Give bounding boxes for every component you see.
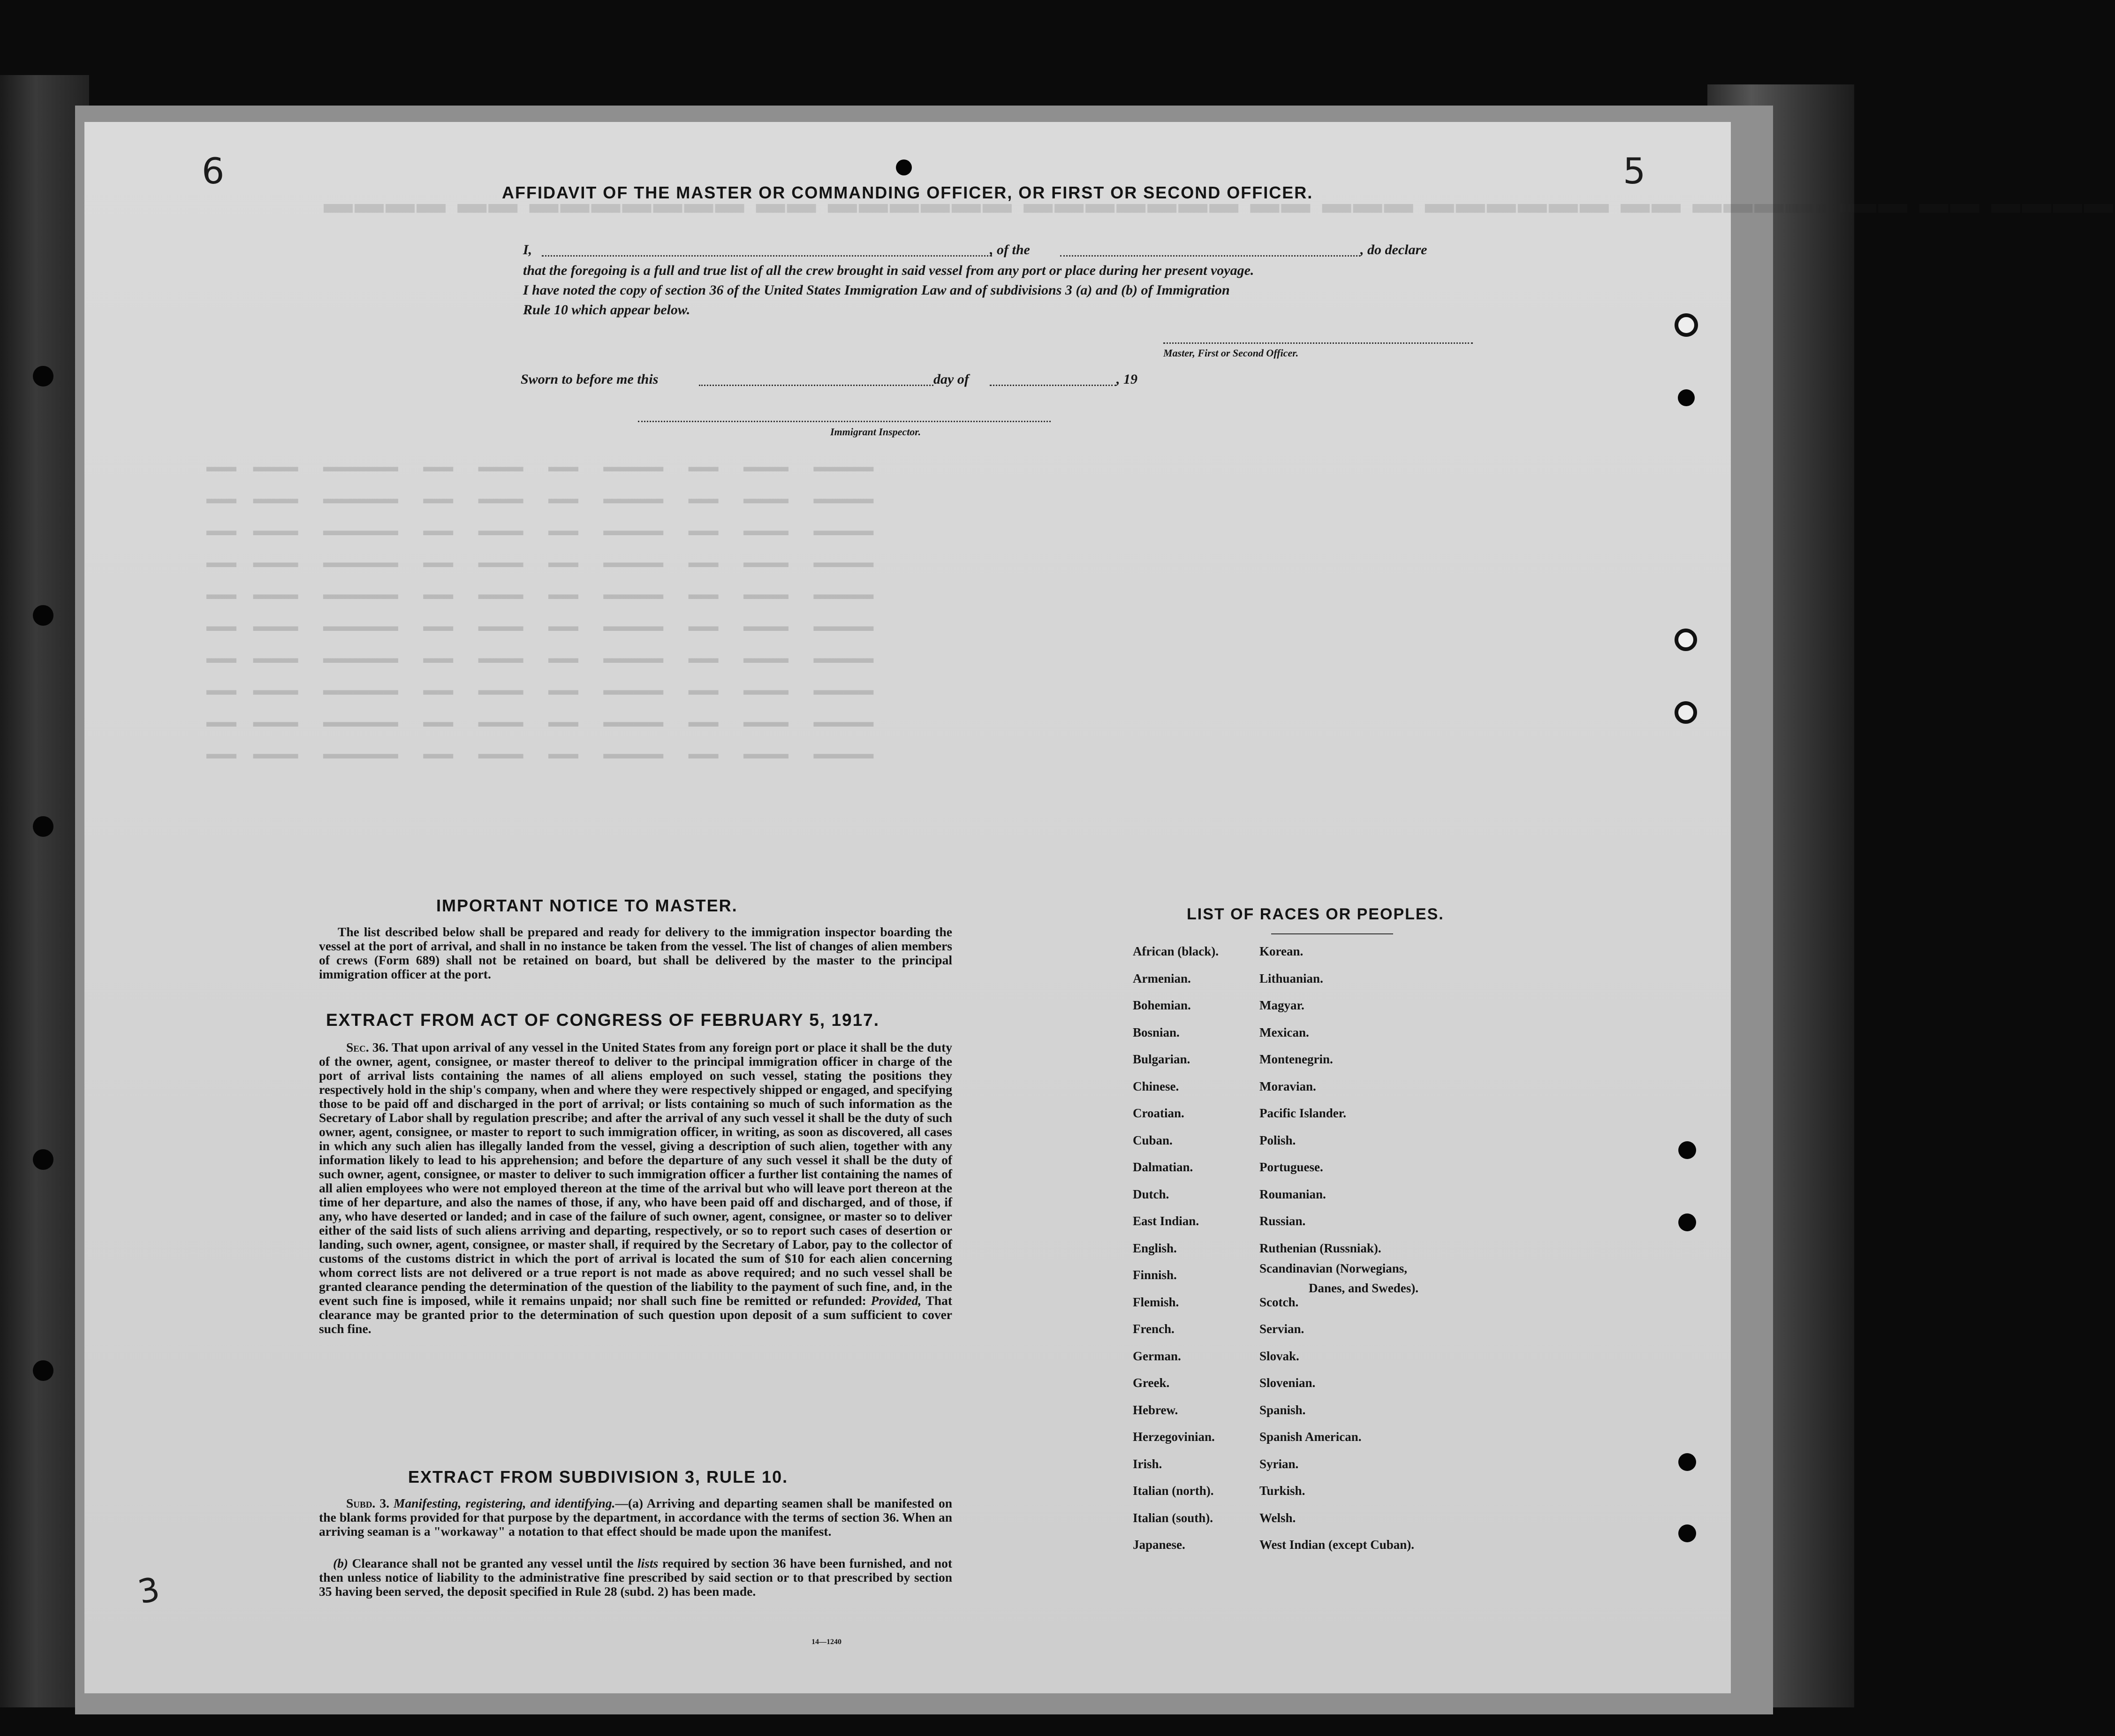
race-item-right: Welsh. bbox=[1259, 1510, 1296, 1525]
race-item-left: Bulgarian. bbox=[1133, 1052, 1190, 1066]
day-of-text: day of bbox=[933, 371, 969, 387]
race-item-right: Slovak. bbox=[1259, 1349, 1299, 1363]
notice-title: IMPORTANT NOTICE TO MASTER. bbox=[436, 896, 738, 915]
affidavit-line2: that the foregoing is a full and true list of all the crew brought in said vessel from any port or place during her present voyage. bbox=[523, 263, 1254, 278]
race-item-left: German. bbox=[1133, 1349, 1181, 1363]
act-text bbox=[319, 1040, 952, 1336]
race-item-right: Danes, and Swedes). bbox=[1309, 1281, 1419, 1295]
rule-b-label: (b) bbox=[333, 1556, 349, 1570]
affidavit-line3: I have noted the copy of section 36 of the United States Immigration Law and of subdivisions 3 (a) and (b) of Immigration bbox=[523, 282, 1230, 298]
sworn-text: Sworn to before me this bbox=[521, 371, 659, 387]
race-item-right: Syrian. bbox=[1259, 1456, 1299, 1471]
rule-body-a: —(a) Arriving and departing seamen shall be manifested on the blank forms provided for that purpose by the department, in accordance with the terms of section 36. When an arriving seaman is a "workaway" a notation to that effect should be made upon the manifest. bbox=[319, 1496, 953, 1539]
ring-hole-icon bbox=[1675, 313, 1698, 337]
punch-hole-icon bbox=[1678, 1524, 1696, 1542]
race-item-left: Croatian. bbox=[1133, 1106, 1184, 1120]
race-item-right: Spanish American. bbox=[1259, 1430, 1362, 1444]
race-item-right: Magyar. bbox=[1259, 998, 1304, 1012]
punch-hole-icon bbox=[33, 1149, 53, 1170]
race-item-right: Lithuanian. bbox=[1259, 971, 1323, 986]
race-item-left: East Indian. bbox=[1133, 1214, 1199, 1228]
rule-body-b1: Clearance shall not be granted any vessel until the bbox=[352, 1556, 634, 1570]
notice-body: The list described below shall be prepared and ready for delivery to the immigration inspector boarding the vessel at the port of arrival, and shall in no instance be taken from the vessel. The list of changes of alien members of crews (Form 689) shall not be retained on board, but shall be delivered by the master to the principal immigration officer at the port. bbox=[319, 925, 952, 981]
race-item-right: Pacific Islander. bbox=[1259, 1106, 1346, 1120]
race-item-left: Armenian. bbox=[1133, 971, 1191, 986]
vessel-blank bbox=[1060, 255, 1360, 257]
sworn-month-blank bbox=[990, 385, 1116, 386]
affidavit-line4: Rule 10 which appear below. bbox=[523, 302, 690, 318]
race-item-right: Scotch. bbox=[1259, 1295, 1299, 1309]
race-item-right: Slovenian. bbox=[1259, 1376, 1316, 1390]
rule-body-b-lists: lists bbox=[637, 1556, 659, 1570]
rule-subd-italic: Manifesting, registering, and identifying. bbox=[393, 1496, 615, 1510]
punch-hole-icon bbox=[33, 1360, 53, 1381]
handwritten-number: 6 bbox=[202, 150, 225, 192]
affidavit-of-the: , of the bbox=[990, 242, 1030, 258]
bleed-through-title: ▬▬▬▬ ▬▬ ▬▬▬▬▬▬▬ ▬▬ ▬▬▬▬▬▬ ▬▬▬▬▬▬▬ ▬▬ ▬▬▬ ▬▬▬▬▬▬ ▬▬ ▬▬▬▬▬▬▬ ▬▬ ▬▬▬▬ bbox=[324, 197, 2115, 230]
race-item-left: Italian (north). bbox=[1133, 1484, 1214, 1498]
handwritten-number: 3 bbox=[134, 1569, 163, 1612]
act-section-label: Sec. 36. bbox=[346, 1040, 389, 1054]
race-item-right: Roumanian. bbox=[1259, 1187, 1326, 1201]
affidavit-title: AFFIDAVIT OF THE MASTER OR COMMANDING OFFICER, OR FIRST OR SECOND OFFICER. bbox=[502, 183, 1313, 202]
punch-hole-icon bbox=[1678, 1453, 1696, 1471]
race-item-left: Bosnian. bbox=[1133, 1025, 1180, 1039]
act-title: EXTRACT FROM ACT OF CONGRESS OF FEBRUARY 5, 1917. bbox=[326, 1010, 880, 1030]
race-item-left: Cuban. bbox=[1133, 1133, 1173, 1147]
notice-text bbox=[319, 925, 952, 981]
race-item-right: Moravian. bbox=[1259, 1079, 1316, 1093]
race-item-right: Servian. bbox=[1259, 1322, 1304, 1336]
ring-hole-icon bbox=[1675, 629, 1697, 651]
master-signature-blank bbox=[1163, 342, 1473, 344]
race-item-right: Montenegrin. bbox=[1259, 1052, 1333, 1066]
race-item-right: Spanish. bbox=[1259, 1402, 1306, 1417]
race-item-right: Turkish. bbox=[1259, 1484, 1305, 1498]
rule-text-b bbox=[319, 1556, 952, 1599]
races-title: LIST OF RACES OR PEOPLES. bbox=[1187, 905, 1444, 923]
punch-hole-icon bbox=[1678, 389, 1695, 406]
race-item-left: Irish. bbox=[1133, 1456, 1162, 1471]
master-label: Master, First or Second Officer. bbox=[1163, 347, 1299, 359]
race-item-left: Dalmatian. bbox=[1133, 1160, 1193, 1174]
rule-body-b2: required by section 36 have been furnished, and not then unless notice of liability to the administrative fine prescribed by said section or to that prescribed by section 35 having been served, the deposit specified in Rule 28 (subd. 2) has been made. bbox=[319, 1556, 953, 1599]
race-item-right: Polish. bbox=[1259, 1133, 1296, 1147]
affidavit-i: I, bbox=[523, 242, 532, 258]
inspector-signature-blank bbox=[638, 421, 1051, 422]
punch-hole-icon bbox=[33, 366, 53, 387]
ring-hole-icon bbox=[1675, 701, 1697, 724]
document-page bbox=[84, 122, 2115, 1693]
race-item-right: Ruthenian (Russniak). bbox=[1259, 1241, 1381, 1255]
race-item-right: Mexican. bbox=[1259, 1025, 1309, 1039]
races-title-rule bbox=[1271, 933, 1393, 934]
name-blank bbox=[542, 255, 992, 257]
year-text: , 19 bbox=[1116, 371, 1137, 387]
affidavit-declare: , do declare bbox=[1360, 242, 1427, 258]
punch-hole-icon bbox=[33, 816, 53, 837]
punch-hole-icon bbox=[1678, 1141, 1696, 1159]
race-item-left: Italian (south). bbox=[1133, 1510, 1213, 1525]
race-item-left: English. bbox=[1133, 1241, 1177, 1255]
handwritten-number: 5 bbox=[1623, 150, 1646, 192]
act-body: That upon arrival of any vessel in the United States from any foreign port or place it shall be the duty of the owner, agent, consignee, or master thereof to deliver to the principal immigration officer in charge of the port of arrival lists containing the names of all aliens employed on such vessel, stating the positions they respectively hold in the ship's company, when and where they were respectively shipped or engaged, and specifying those to be paid off and discharged in the port of arrival; or lists containing so much of such information as the Secretary of Labor shall by regulation prescribe; and after the arrival of any such vessel it shall be the duty of such owner, agent, consignee, or master to report to such immigration officer, in writing, as soon as discovered, all cases in which any such alien has illegally landed from the vessel, giving a description of such alien, together with any information likely to lead to his apprehension; and before the departure of any such vessel it shall be the duty of such owner, agent, consignee, or master to deliver to such immigration officer a further list containing the names of all alien employees who were not employed thereon at the time of the arrival but who will leave port thereon at the time of her departure, and also the names of those, if any, who have been paid off and discharged, and of those, if any, who have deserted or landed; and in case of the failure of such owner, agent, consignee, or master so to deliver either of the said lists of such aliens arriving and departing, respectively, or so to report such cases of desertion or landing, such owner, agent, consignee, or master shall, if required by the Secretary of Labor, pay to the collector of customs of the customs district in which the port of arrival is located the sum of $10 for each alien concerning whom correct lists are not delivered or a true report is not made as above required; and no such vessel shall be granted clearance pending the determination of the question of the liability to the payment of such fine, and, in the event such fine is imposed, while it remains unpaid; nor shall such fine be remitted or refunded: bbox=[319, 1040, 952, 1308]
act-provided: Provided, bbox=[871, 1293, 922, 1308]
sworn-day-blank bbox=[699, 385, 933, 386]
bleed-through-rows: ▬▬ ▬▬▬ ▬▬▬▬▬ ▬▬ ▬▬▬ ▬▬ ▬▬▬▬ ▬▬ ▬▬▬ ▬▬▬▬ ▬▬ ▬▬▬ ▬▬▬▬▬ ▬▬ ▬▬▬ ▬▬ ▬▬▬▬ ▬▬ ▬▬▬ ▬▬▬▬ ▬▬ ▬▬▬ ▬▬▬▬▬ ▬▬ ▬▬▬ ▬▬ ▬▬▬▬ ▬▬ ▬▬▬ ▬▬▬▬ ▬▬ ▬▬▬ ▬▬▬▬▬ ▬▬ ▬▬▬ ▬▬ ▬▬▬▬ ▬▬ ▬▬▬ ▬▬▬▬ ▬▬ ▬▬▬ ▬▬▬▬▬ ▬▬ ▬▬▬ ▬▬ ▬▬▬▬ ▬▬ ▬▬▬ ▬▬▬▬ ▬▬ ▬▬▬ ▬▬▬▬▬ ▬▬ ▬▬▬ ▬▬ ▬▬▬▬ ▬▬ ▬▬▬ ▬▬▬▬ ▬▬ ▬▬▬ ▬▬▬▬▬ ▬▬ ▬▬▬ ▬▬ ▬▬▬▬ ▬▬ ▬▬▬ ▬▬▬▬ ▬▬ ▬▬▬ ▬▬▬▬▬ ▬▬ ▬▬▬ ▬▬ ▬▬▬▬ ▬▬ ▬▬▬ ▬▬▬▬ ▬▬ ▬▬▬ ▬▬▬▬▬ ▬▬ ▬▬▬ ▬▬ ▬▬▬▬ ▬▬ ▬▬▬ ▬▬▬▬ ▬▬ ▬▬▬ ▬▬▬▬▬ ▬▬ ▬▬▬ ▬▬ ▬▬▬▬ ▬▬ ▬▬▬ ▬▬▬▬ bbox=[206, 458, 874, 762]
race-item-right: Korean. bbox=[1259, 944, 1304, 958]
race-item-left: Chinese. bbox=[1133, 1079, 1179, 1093]
rule-title: EXTRACT FROM SUBDIVISION 3, RULE 10. bbox=[408, 1467, 788, 1486]
punch-hole-icon bbox=[33, 605, 53, 626]
race-item-left: Dutch. bbox=[1133, 1187, 1169, 1201]
rule-subd-label: Subd. 3. bbox=[346, 1496, 389, 1510]
inspector-label: Immigrant Inspector. bbox=[830, 426, 921, 438]
race-item-left: Greek. bbox=[1133, 1376, 1170, 1390]
rule-text-a bbox=[319, 1496, 952, 1539]
race-item-left: Finnish. bbox=[1133, 1268, 1177, 1282]
staple-hole-icon bbox=[896, 159, 912, 175]
punch-hole-icon bbox=[1678, 1213, 1696, 1231]
form-number: 14—1240 bbox=[811, 1638, 841, 1646]
race-item-right: Scandinavian (Norwegians, bbox=[1259, 1261, 1408, 1275]
race-item-right: West Indian (except Cuban). bbox=[1259, 1538, 1415, 1552]
act-body-end: That clearance may be granted prior to the determination of such question upon deposit of a sum sufficient to cover such fine. bbox=[319, 1293, 953, 1336]
race-item-left: African (black). bbox=[1133, 944, 1219, 958]
race-item-right: Russian. bbox=[1259, 1214, 1306, 1228]
race-item-right: Portuguese. bbox=[1259, 1160, 1323, 1174]
race-item-left: Hebrew. bbox=[1133, 1402, 1178, 1417]
race-item-left: Herzegovinian. bbox=[1133, 1430, 1215, 1444]
race-item-left: Bohemian. bbox=[1133, 998, 1191, 1012]
race-item-left: Flemish. bbox=[1133, 1295, 1179, 1309]
race-item-left: French. bbox=[1133, 1322, 1175, 1336]
race-item-left: Japanese. bbox=[1133, 1538, 1185, 1552]
